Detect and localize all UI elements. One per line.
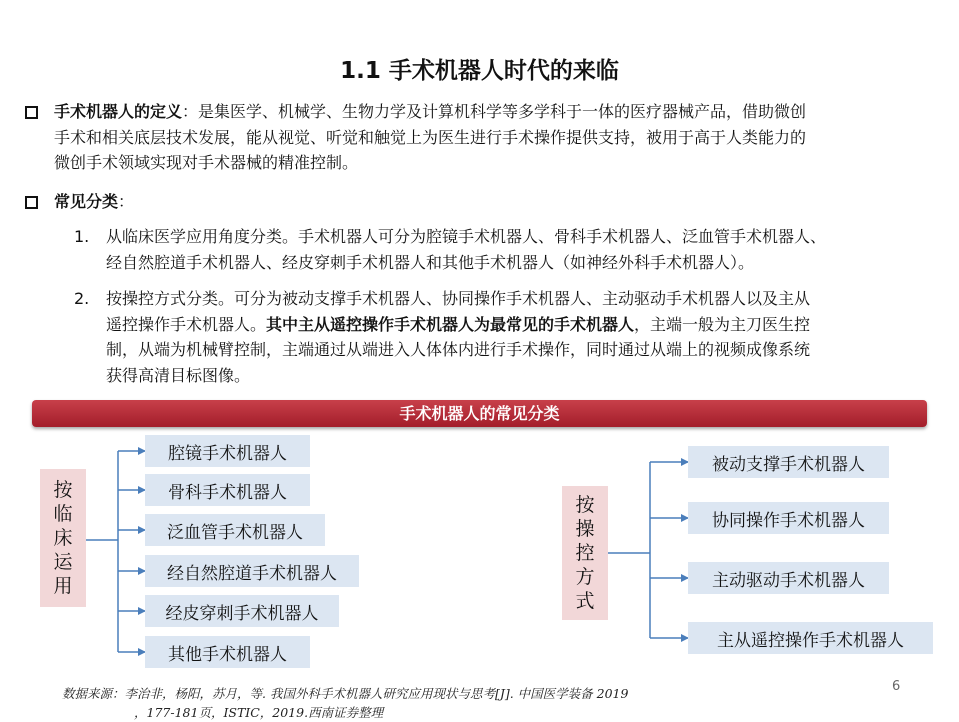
page-number: 6	[892, 679, 901, 694]
root-char: 用	[53, 575, 73, 597]
category-laparoscopic: 腔镜手术机器人	[145, 435, 310, 467]
item-2-line-2c: ，主端一般为主刀医生控	[634, 314, 811, 334]
root-char: 按	[575, 494, 595, 516]
category-percutaneous: 经皮穿刺手术机器人	[145, 595, 339, 627]
category-master-slave: 主从遥控操作手术机器人	[688, 622, 933, 654]
item-2-line-4: 获得高清目标图像。	[106, 365, 251, 385]
item-1-line-2: 经自然腔道手术机器人、经皮穿刺手术机器人和其他手术机器人（如神经外科手术机器人）。	[106, 252, 755, 272]
item-2-number: 2.	[74, 289, 90, 308]
root-char: 控	[575, 542, 595, 564]
data-source-note	[62, 684, 628, 722]
definition-text-2: 手术和相关底层技术发展，能从视觉、听觉和触觉上为医生进行手术操作提供支持，被用于高于人类能力的	[54, 127, 807, 147]
definition-label: 手术机器人的定义	[54, 102, 183, 121]
item-2-line-1: 按操控方式分类。可分为被动支撑手术机器人、协同操作手术机器人、主动驱动手术机器人以及主从	[106, 289, 811, 308]
category-vascular: 泛血管手术机器人	[145, 514, 325, 546]
root-char: 按	[53, 479, 73, 501]
page-title: 1.1 手术机器人时代的来临	[340, 58, 619, 84]
definition-text-1: ：是集医学、机械学、生物力学及计算机科学等多学科于一体的医疗器械产品，借助微创	[182, 102, 807, 121]
item-1-line-1: 从临床医学应用角度分类。手术机器人可分为腔镜手术机器人、骨科手术机器人、泛血管手术机器人、	[106, 227, 827, 246]
item-1-number: 1.	[74, 227, 90, 246]
root-char: 运	[53, 551, 73, 573]
category-cooperative: 协同操作手术机器人	[688, 502, 889, 534]
category-passive-support: 被动支撑手术机器人	[688, 446, 889, 478]
root-char: 临	[53, 503, 73, 525]
root-char: 床	[53, 527, 73, 549]
category-active-drive: 主动驱动手术机器人	[688, 562, 889, 594]
root-control-mode	[562, 486, 608, 620]
root-char: 操	[575, 518, 595, 540]
definition-text-3: 微创手术领域实现对手术器械的精准控制。	[54, 153, 359, 172]
category-other: 其他手术机器人	[145, 636, 310, 668]
category-orthopedic: 骨科手术机器人	[145, 474, 310, 506]
root-clinical-application	[40, 469, 86, 607]
classification-label: 常见分类	[54, 192, 119, 211]
root-char: 方	[575, 566, 595, 588]
item-2-highlight: 其中主从遥控操作手术机器人为最常见的手术机器人	[266, 314, 635, 334]
source-line-2: ，177-181页，ISTIC，2019.西南证券整理	[134, 705, 384, 720]
category-natural-orifice: 经自然腔道手术机器人	[145, 555, 359, 587]
diagram-banner: 手术机器人的常见分类	[32, 400, 927, 427]
root-char: 式	[575, 590, 595, 612]
item-2-line-2a: 遥控操作手术机器人。	[106, 314, 267, 334]
source-line-1: 数据来源：李治非，杨阳，苏月，等. 我国外科手术机器人研究应用现状与思考[J]. 中国医学装备 2019	[62, 686, 629, 701]
item-2-line-3: 制，从端为机械臂控制，主端通过从端进入人体体内进行手术操作，同时通过从端上的视频成像系统	[106, 340, 811, 359]
classification-colon: ：	[118, 192, 135, 211]
